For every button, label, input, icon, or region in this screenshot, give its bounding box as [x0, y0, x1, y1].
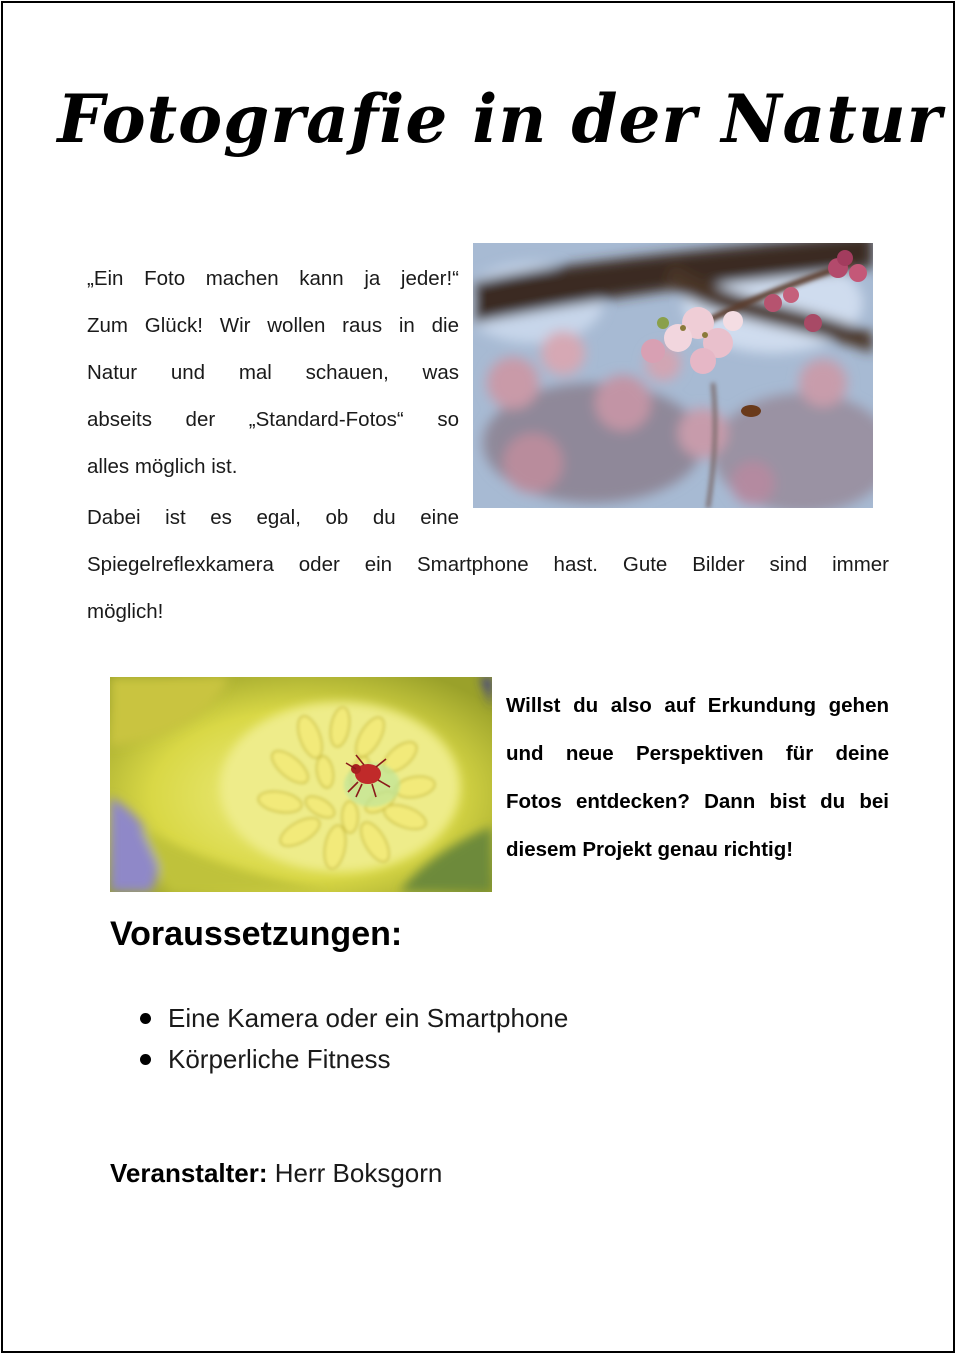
intro-line: abseits der „Standard-Fotos“ so [87, 408, 459, 431]
intro-line: alles möglich ist. [87, 455, 238, 478]
intro-line: „Ein Foto machen kann ja jeder!“ [87, 267, 459, 290]
list-item [140, 998, 568, 1039]
paragraph-line: möglich! [87, 600, 164, 623]
yellow-flower-mite-photo [110, 677, 492, 892]
page-title: Fotografie in der Natur [57, 80, 943, 158]
requirements-list [140, 998, 568, 1080]
list-item [140, 1039, 568, 1080]
second-paragraph [87, 494, 889, 635]
requirements-heading: Voraussetzungen: [110, 915, 403, 953]
intro-line: Natur und mal schauen, was [87, 361, 459, 384]
call-to-action-paragraph [506, 682, 889, 874]
list-item-text: Eine Kamera oder ein Smartphone [168, 1003, 569, 1033]
cta-line: Willst du also auf Erkundung gehen [506, 694, 889, 717]
intro-line: Zum Glück! Wir wollen raus in die [87, 314, 459, 337]
cta-line: diesem Projekt genau richtig! [506, 838, 794, 861]
cherry-blossom-photo [473, 243, 873, 508]
bullet-icon [140, 1054, 151, 1065]
bullet-icon [140, 1013, 151, 1024]
organizer-line [110, 1158, 442, 1189]
paragraph-line: Spiegelreflexkamera oder ein Smartphone hast. Gute Bilder sind immer [87, 553, 889, 576]
list-item-text: Körperliche Fitness [168, 1044, 391, 1074]
cta-line: und neue Perspektiven für deine [506, 742, 889, 765]
organizer-name: Herr Boksgorn [274, 1158, 443, 1188]
paragraph-line: Dabei ist es egal, ob du eine [87, 506, 459, 529]
cta-line: Fotos entdecken? Dann bist du bei [506, 790, 889, 813]
intro-paragraph [87, 255, 459, 490]
organizer-label: Veranstalter: [110, 1158, 268, 1188]
